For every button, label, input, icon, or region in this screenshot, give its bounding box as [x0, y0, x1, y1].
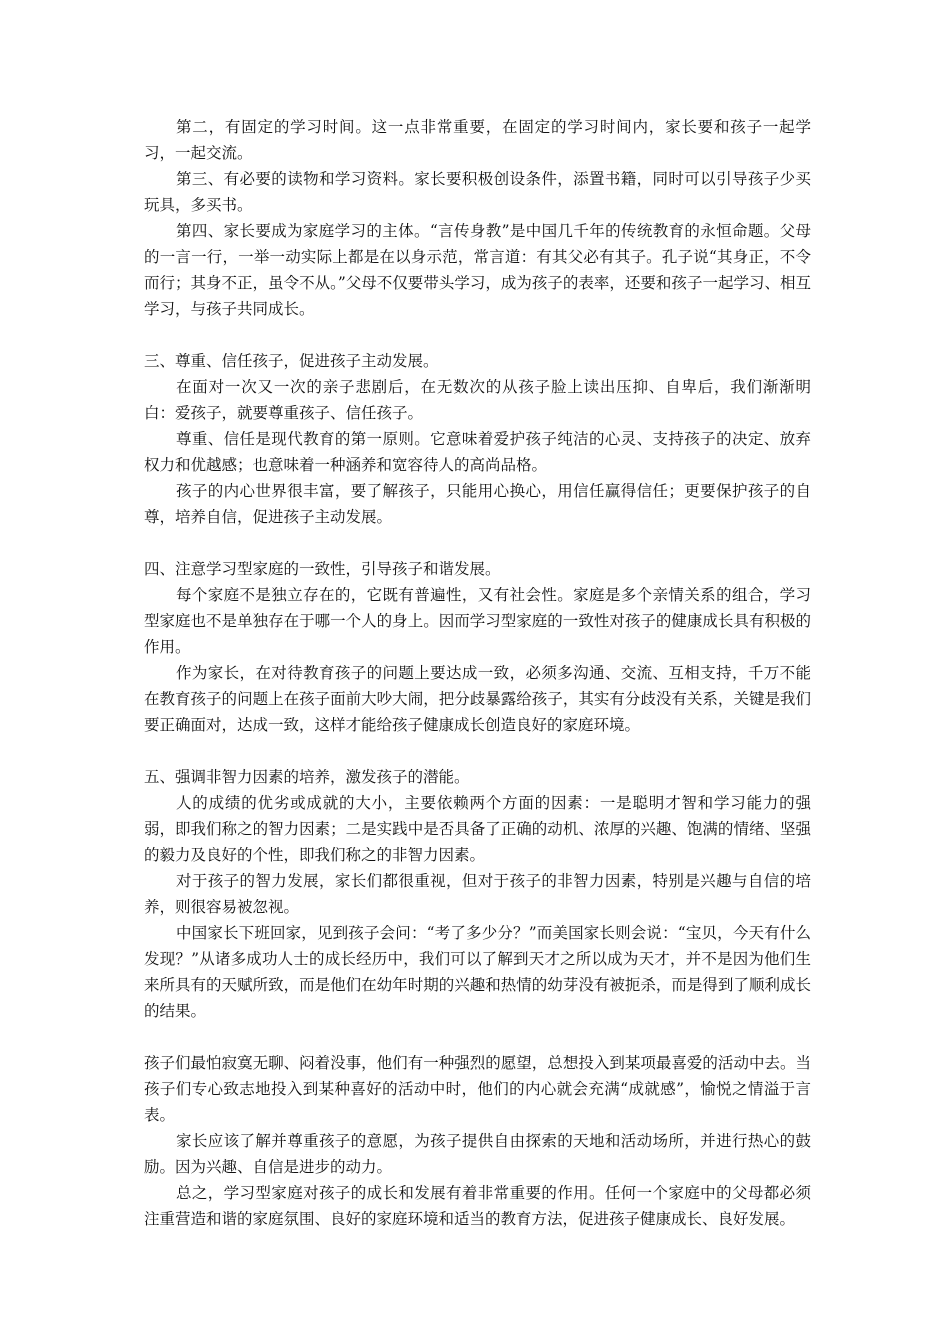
section-heading-5: 五、强调非智力因素的培养，激发孩子的潜能。: [144, 768, 470, 786]
paragraph-unindented: 孩子们最怕寂寞无聊、闷着没事，他们有一种强烈的愿望，总想投入到某项最喜爱的活动中去。当孩子们专心致志地投入到某种喜好的活动中时，他们的内心就会充满“成就感”，愉悦之情溢于言表。: [144, 1054, 811, 1124]
paragraph: 孩子的内心世界很丰富，要了解孩子，只能用心换心，用信任赢得信任；更要保护孩子的自尊，培养自信，促进孩子主动发展。: [144, 482, 811, 526]
section-heading-4: 四、注意学习型家庭的一致性，引导孩子和谐发展。: [144, 560, 501, 578]
paragraph: 在面对一次又一次的亲子悲剧后，在无数次的从孩子脸上读出压抑、自卑后，我们渐渐明白：爱孩子，就要尊重孩子、信任孩子。: [144, 378, 811, 422]
paragraph: 人的成绩的优劣或成就的大小，主要依赖两个方面的因素：一是聪明才智和学习能力的强弱，即我们称之的智力因素；二是实践中是否具备了正确的动机、浓厚的兴趣、饱满的情绪、坚强的毅力及良好的个性，即我们称之的非智力因素。: [144, 794, 811, 864]
paragraph-second: 第二，有固定的学习时间。这一点非常重要，在固定的学习时间内，家长要和孩子一起学习，一起交流。: [144, 118, 811, 162]
paragraph: 尊重、信任是现代教育的第一原则。它意味着爱护孩子纯洁的心灵、支持孩子的决定、放弃权力和优越感；也意味着一种涵养和宽容待人的高尚品格。: [144, 430, 811, 474]
paragraph: 中国家长下班回家，见到孩子会问：“考了多少分？”而美国家长则会说：“宝贝，今天有什么发现？”从诸多成功人士的成长经历中，我们可以了解到天才之所以成为天才，并不是因为他们生来所具有的天赋所致，而是他们在幼年时期的兴趣和热情的幼芽没有被扼杀，而是得到了顺利成长的结果。: [144, 924, 811, 1020]
paragraph: 家长应该了解并尊重孩子的意愿，为孩子提供自由探索的天地和活动场所，并进行热心的鼓励。因为兴趣、自信是进步的动力。: [144, 1132, 811, 1176]
paragraph-conclusion: 总之，学习型家庭对孩子的成长和发展有着非常重要的作用。任何一个家庭中的父母都必须注重营造和谐的家庭氛围、良好的家庭环境和适当的教育方法，促进孩子健康成长、良好发展。: [144, 1184, 811, 1228]
paragraph-fourth: 第四、家长要成为家庭学习的主体。“言传身教”是中国几千年的传统教育的永恒命题。父母的一言一行，一举一动实际上都是在以身示范，常言道：有其父必有其子。孔子说“其身正，不令而行；其身不正，虽令不从。”父母不仅要带头学习，成为孩子的表率，还要和孩子一起学习、相互学习，与孩子共同成长。: [144, 222, 811, 318]
paragraph-third: 第三、有必要的读物和学习资料。家长要积极创设条件，添置书籍，同时可以引导孩子少买玩具，多买书。: [144, 170, 811, 214]
paragraph: 作为家长，在对待教育孩子的问题上要达成一致，必须多沟通、交流、互相支持，千万不能在教育孩子的问题上在孩子面前大吵大闹，把分歧暴露给孩子，其实有分歧没有关系，关键是我们要正确面对，达成一致，这样才能给孩子健康成长创造良好的家庭环境。: [144, 664, 811, 734]
paragraph: 每个家庭不是独立存在的，它既有普遍性，又有社会性。家庭是多个亲情关系的组合，学习型家庭也不是单独存在于哪一个人的身上。因而学习型家庭的一致性对孩子的健康成长具有积极的作用。: [144, 586, 811, 656]
paragraph: 对于孩子的智力发展，家长们都很重视，但对于孩子的非智力因素，特别是兴趣与自信的培养，则很容易被忽视。: [144, 872, 811, 916]
section-heading-3: 三、尊重、信任孩子，促进孩子主动发展。: [144, 352, 439, 370]
document-page: [144, 114, 811, 1232]
